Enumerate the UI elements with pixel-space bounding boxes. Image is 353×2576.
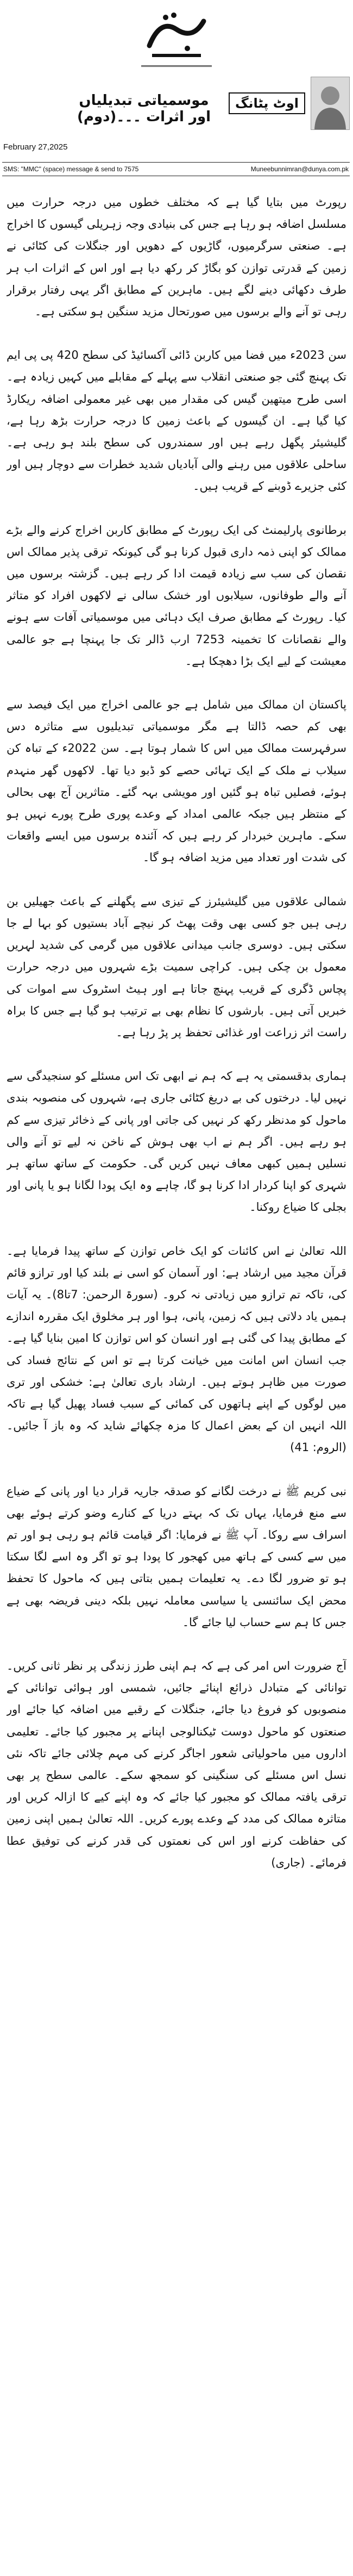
paragraph: ہماری بدقسمتی یہ ہے کہ ہم نے ابھی تک اس مسئلے کو سنجیدگی سے نہیں لیا۔ درختوں کی بے دریغ کٹائی جاری ہے، شہروں کی منصوبہ بندی ماحول کو مدنظر رکھ کر نہیں کی جاتی اور پانی کے ذخائر تیزی سے کم ہو رہے ہیں۔ اگر ہم نے اب بھی ہوش کے ناخن نہ لیے تو آنے والی نسلیں ہمیں کبھی معاف نہیں کریں گی۔ حکومت کے ساتھ ساتھ ہر شہری کو اپنا کردار ادا کرنا ہو گا، چاہے وہ ایک پودا لگانا ہو یا پانی اور بجلی کا ضیاع روکنا۔ bbox=[7, 1069, 346, 1214]
article-body bbox=[7, 191, 346, 2562]
masthead bbox=[0, 0, 353, 71]
dunya-logo-icon bbox=[144, 8, 209, 62]
author-portrait bbox=[311, 77, 350, 130]
paragraph: اللہ تعالیٰ نے اس کائنات کو ایک خاص توازن کے ساتھ پیدا فرمایا ہے۔ قرآن مجید میں ارشاد ہے: اور آسمان کو اسی نے بلند کیا اور ترازو قائم کی، تاکہ تم ترازو میں زیادتی نہ کرو۔ (سورۃ الرحمن: 7تا8)۔ یہ آیات ہمیں یاد دلاتی ہیں کہ زمین، پانی، ہوا اور ہر مخلوق ایک مقررہ اندازے کے مطابق پیدا کی گئی ہے اور انسان کو اس توازن کا امین بنایا گیا ہے۔ جب انسان اس امانت میں خیانت کرتا ہے تو اس کے نتائج فساد کی صورت میں ظاہر ہوتے ہیں۔ ارشاد باری تعالیٰ ہے: خشکی اور تری میں لوگوں کے اپنے ہاتھوں کی کمائی کے سبب فساد پھیل گیا ہے تاکہ اللہ انہیں ان کے بعض اعمال کا مزہ چکھائے شاید کہ وہ باز آ جائیں۔ (الروم: 41) bbox=[7, 1244, 346, 1454]
paragraph: نبی کریم ﷺ نے درخت لگانے کو صدقہ جاریہ قرار دیا اور پانی کے ضیاع سے منع فرمایا، یہاں تک کہ بہتے دریا کے کنارے وضو کرتے ہوئے بھی اسراف سے روکا۔ آپ ﷺ نے فرمایا: اگر قیامت قائم ہو رہی ہو اور تم میں سے کسی کے ہاتھ میں کھجور کا پودا ہو تو اگر وہ اسے لگا سکتا ہو تو ضرور لگا دے۔ یہ تعلیمات ہمیں بتاتی ہیں کہ ماحول کا تحفظ محض ایک سائنسی یا سیاسی معاملہ نہیں بلکہ دینی فریضہ بھی ہے جس کا ہم سے حساب لیا جائے گا۔ bbox=[7, 1484, 346, 1629]
column-header bbox=[0, 71, 353, 185]
paragraph: رپورٹ میں بتایا گیا ہے کہ مختلف خطوں میں درجہ حرارت میں مسلسل اضافہ ہو رہا ہے جس کی بنیادی وجہ زہریلی گیسوں کا اخراج ہے۔ صنعتی سرگرمیوں، گاڑیوں کے دھویں اور جنگلات کی کٹائی نے زمین کے قدرتی توازن کو بگاڑ کر رکھ دیا ہے اور اس کے اثرات اب ہر طرف دکھائی دینے لگے ہیں۔ ماہرین کے مطابق اگر یہی رفتار برقرار رہی تو آنے والے برسوں میں صورتحال مزید سنگین ہو سکتی ہے۔ bbox=[7, 196, 346, 319]
byline bbox=[214, 71, 350, 136]
paragraph: شمالی علاقوں میں گلیشیئرز کے تیزی سے پگھلنے کے باعث جھیلیں بن رہی ہیں جو کسی بھی وقت پھٹ کر نیچے آباد بستیوں کو بہا لے جا سکتی ہیں۔ دوسری جانب میدانی علاقوں میں گرمی کی شدید لہریں معمول بن چکی ہیں۔ کراچی سمیت بڑے شہروں میں درجہ حرارت پچاس ڈگری کے قریب پہنچ جاتا ہے اور ہیٹ اسٹروک سے اموات کی خبریں آتی ہیں۔ بارشوں کا نظام بھی بے ترتیب ہو گیا ہے جس کا براہ راست اثر زراعت اور غذائی تحفظ پر پڑ رہا ہے۔ bbox=[7, 894, 346, 1039]
newspaper-logo bbox=[141, 4, 212, 67]
person-silhouette-icon bbox=[311, 77, 349, 129]
paragraph: سن 2023ء میں فضا میں کاربن ڈائی آکسائیڈ کی سطح 420 پی پی ایم تک پہنچ گئی جو صنعتی انقلاب سے پہلے کے مقابلے میں کہیں زیادہ ہے۔ اسی طرح میتھین گیس کی مقدار میں بھی غیر معمولی اضافہ ریکارڈ کیا گیا ہے۔ ان گیسوں کے باعث زمین کا درجہ حرارت بڑھ رہا ہے، گلیشیئر پگھل رہے ہیں اور سمندروں کی سطح بلند ہو رہی ہے۔ ساحلی علاقوں میں رہنے والی آبادیاں شدید خطرات سے دوچار ہیں اور کئی جزیرے ڈوبنے کے قریب ہیں۔ bbox=[7, 349, 346, 493]
column-name: اوٹ پٹانگ bbox=[229, 92, 305, 114]
paragraph: پاکستان ان ممالک میں شامل ہے جو عالمی اخراج میں ایک فیصد سے بھی کم حصہ ڈالتا ہے مگر موسمیاتی تبدیلیوں سے متاثرہ دس سرفہرست ممالک میں اس کا شمار ہوتا ہے۔ سن 2022ء کے تباہ کن سیلاب نے ملک کے ایک تہائی حصے کو ڈبو دیا تھا۔ لاکھوں گھر منہدم ہوئے، فصلیں تباہ ہو گئیں اور مویشی بہہ گئے۔ متاثرین آج بھی بحالی کے منتظر ہیں جبکہ عالمی امداد کے وعدے پوری طرح پورے نہیں ہو سکے۔ ماہرین خبردار کر رہے ہیں کہ آئندہ برسوں میں ایسے واقعات کی شدت اور تعداد میں مزید اضافہ ہو گا۔ bbox=[7, 698, 346, 864]
contact-bar bbox=[2, 162, 350, 176]
paragraph: آج ضرورت اس امر کی ہے کہ ہم اپنی طرز زندگی پر نظر ثانی کریں۔ توانائی کے متبادل ذرائع اپنائے جائیں، شمسی اور ہوائی توانائی کے منصوبوں کو فروغ دیا جائے، جنگلات کے رقبے میں اضافہ کیا جائے اور صنعتوں کو ماحول دوست ٹیکنالوجی اپنانے پر مجبور کیا جائے۔ تعلیمی اداروں میں ماحولیاتی شعور اجاگر کرنے کی مہم چلائی جائے تاکہ نئی نسل اس مسئلے کی سنگینی کو سمجھ سکے۔ عالمی سطح پر بھی ترقی یافتہ ممالک کو مجبور کیا جائے کہ وہ اپنے کیے کا ازالہ کریں اور متاثرہ ممالک کی مدد کے وعدے پورے کریں۔ اللہ تعالیٰ ہمیں اپنی زمین کی حفاظت کرنے اور اس کی نعمتوں کی قدر کرنے کی توفیق عطا فرمائے۔ (جاری) bbox=[7, 1659, 346, 1869]
publication-date: February 27,2025 bbox=[3, 142, 68, 152]
sms-instructions: SMS: "MMC" (space) message & send to 7575 bbox=[3, 165, 139, 173]
headline: موسمیاتی تبدیلیاں اور اثرات ۔۔۔(دوم) bbox=[77, 92, 211, 125]
paragraph: برطانوی پارلیمنٹ کی ایک رپورٹ کے مطابق کاربن اخراج کرنے والے بڑے ممالک کو اپنی ذمہ داری قبول کرنا ہو گی کیونکہ ترقی پذیر ممالک اس نقصان کی سب سے زیادہ قیمت ادا کر رہے ہیں۔ گزشتہ برسوں میں آنے والے طوفانوں، سیلابوں اور خشک سالی نے لاکھوں افراد کو متاثر کیا۔ رپورٹ کے مطابق صرف ایک دہائی میں موسمیاتی آفات سے ہونے والے نقصانات کا تخمینہ 7253 ارب ڈالر تک جا پہنچا ہے جو عالمی معیشت کے لیے ایک بڑا دھچکا ہے۔ bbox=[7, 523, 346, 668]
author-email: Muneebunnimran@dunya.com.pk bbox=[250, 165, 349, 173]
